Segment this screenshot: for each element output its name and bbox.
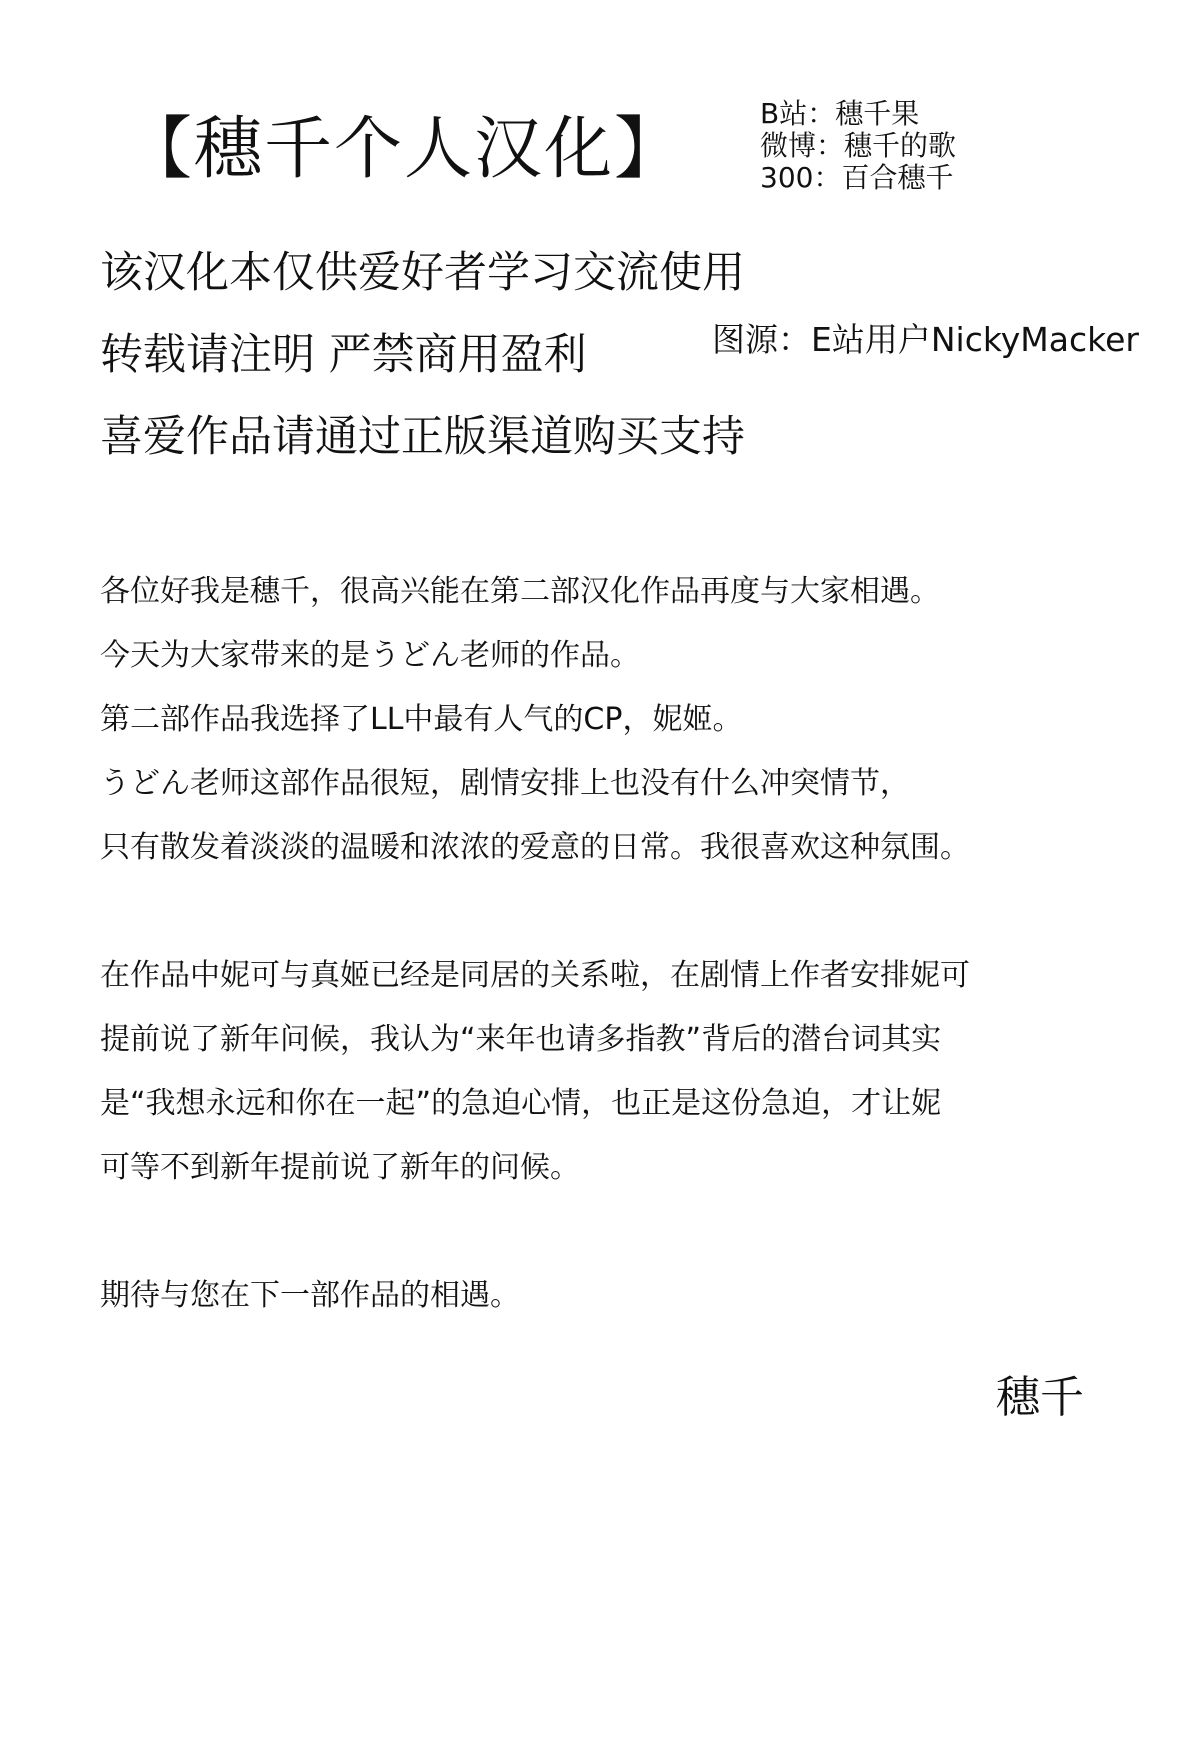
text-line: 在作品中妮可与真姬已经是同居的关系啦，在剧情上作者安排妮可 [100,958,970,993]
social-bilibili: B站：穗千果 [760,97,920,130]
text-line: 只有散发着淡淡的温暖和浓浓的爱意的日常。我很喜欢这种氛围。 [100,830,970,865]
text-line: 提前说了新年问候，我认为“来年也请多指教”背后的潜台词其实 [100,1022,942,1057]
text-line: 今天为大家带来的是うどん老师的作品。 [100,638,640,673]
translator-message [100,560,970,1328]
page-title: 【穗千个人汉化】 [124,110,685,189]
text-line: 是“我想永远和你在一起”的急迫心情，也正是这份急迫，才让妮 [100,1086,942,1121]
social-300: 300：百合穗千 [760,161,954,194]
paragraph [100,560,970,880]
text-line: うどん老师这部作品很短，剧情安排上也没有什么冲突情节， [100,766,910,801]
text-line: 第二部作品我选择了LL中最有人气的CP，妮姬。 [100,702,743,737]
social-weibo: 微博：穗千的歌 [760,129,957,162]
notice-line: 喜爱作品请通过正版渠道购买支持 [100,412,745,462]
notice-line: 该汉化本仅供爱好者学习交流使用 [100,248,745,298]
notice-line: 转载请注明 严禁商用盈利 [100,330,587,380]
usage-notice [100,232,745,478]
paragraph-gap [100,880,970,944]
social-accounts [760,98,956,194]
image-source-credit: 图源：E站用户NickyMacker [712,320,1139,359]
paragraph-gap [100,1200,970,1264]
paragraph [100,1264,970,1328]
text-line: 期待与您在下一部作品的相遇。 [100,1278,520,1313]
paragraph [100,944,970,1200]
signature: 穗千 [996,1372,1084,1423]
text-line: 可等不到新年提前说了新年的问候。 [100,1150,580,1185]
text-line: 各位好我是穗千，很高兴能在第二部汉化作品再度与大家相遇。 [100,574,940,609]
